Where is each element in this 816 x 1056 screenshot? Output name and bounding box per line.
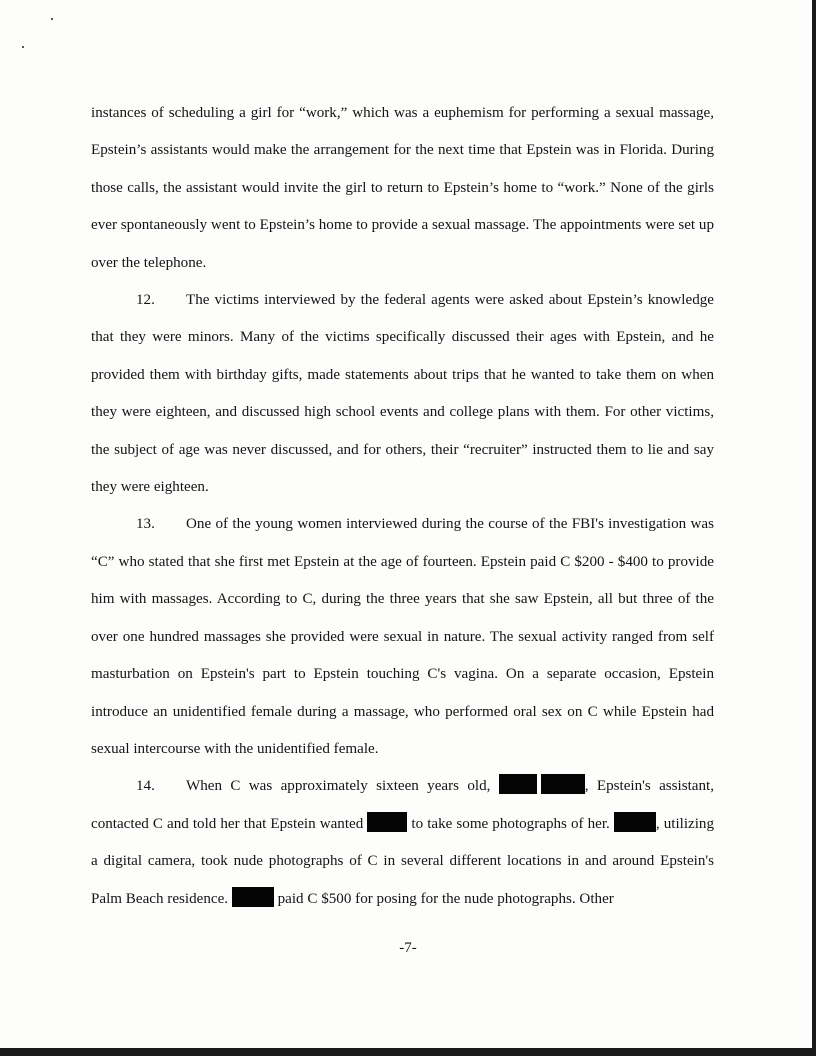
paragraph-text-segment: , Epstein's assistant, contacted C and told her that Epstein wanted <box>91 778 714 832</box>
scan-speck <box>51 18 53 20</box>
paragraph-number: 12. <box>136 292 155 309</box>
page-number: -7- <box>399 940 417 956</box>
paragraph-number: 14. <box>136 778 155 795</box>
paragraph-text-segment: When C was approximately sixteen years old, <box>186 778 499 795</box>
document-body <box>91 95 714 918</box>
paragraph-12 <box>91 282 714 506</box>
paragraph-text-segment: , utilizing a digital camera, took nude photographs of C in several different locations in and around Epstein's Palm Beach residence. <box>91 815 715 907</box>
scan-border-bottom <box>0 1048 816 1056</box>
paragraph-11-continued: instances of scheduling a girl for “work,” which was a euphemism for performing a sexual massage, Epstein’s assistants would make the arrangement for the next time that Epstein was in Florida. During those calls, the assistant would invite the girl to return to Epstein’s home to “work.” None of the girls ever spontaneously went to Epstein’s home to provide a sexual massage. The appointments were set up over the telephone. <box>91 105 714 271</box>
paragraph-text: One of the young women interviewed during the course of the FBI's investigation was “C” who stated that she first met Epstein at the age of fourteen. Epstein paid C $200 - $400 to provide him with massages. According to C, during the three years that she saw Epstein, all but three of the over one hundred massages she provided were sexual in nature. The sexual activity ranged from self masturbation on Epstein's part to Epstein touching C's vagina. On a separate occasion, Epstein introduce an unidentified female during a massage, who performed oral sex on C while Epstein had sexual intercourse with the unidentified female. <box>91 516 714 757</box>
scan-speck <box>22 46 24 48</box>
redaction-block <box>614 812 656 832</box>
paragraph-14 <box>91 768 714 918</box>
paragraph-text-segment: to take some photographs of her. <box>407 815 614 832</box>
paragraph-13 <box>91 506 714 768</box>
paragraph-text: The victims interviewed by the federal agents were asked about Epstein’s knowledge that they were minors. Many of the victims specifically discussed their ages with Epstein, and he provided them with birthday gifts, made statements about trips that he wanted to take them on when they were eighteen, and discussed high school events and college plans with them. For other victims, the subject of age was never discussed, and for others, their “recruiter” instructed them to lie and say they were eighteen. <box>91 292 714 496</box>
redaction-block <box>232 887 274 907</box>
redaction-block <box>367 812 407 832</box>
redaction-block <box>499 774 537 794</box>
redaction-block <box>541 774 585 794</box>
paragraph-text-segment: paid C $500 for posing for the nude photographs. Other <box>273 890 614 907</box>
paragraph-number: 13. <box>136 516 155 533</box>
scan-border-right <box>812 0 816 1056</box>
